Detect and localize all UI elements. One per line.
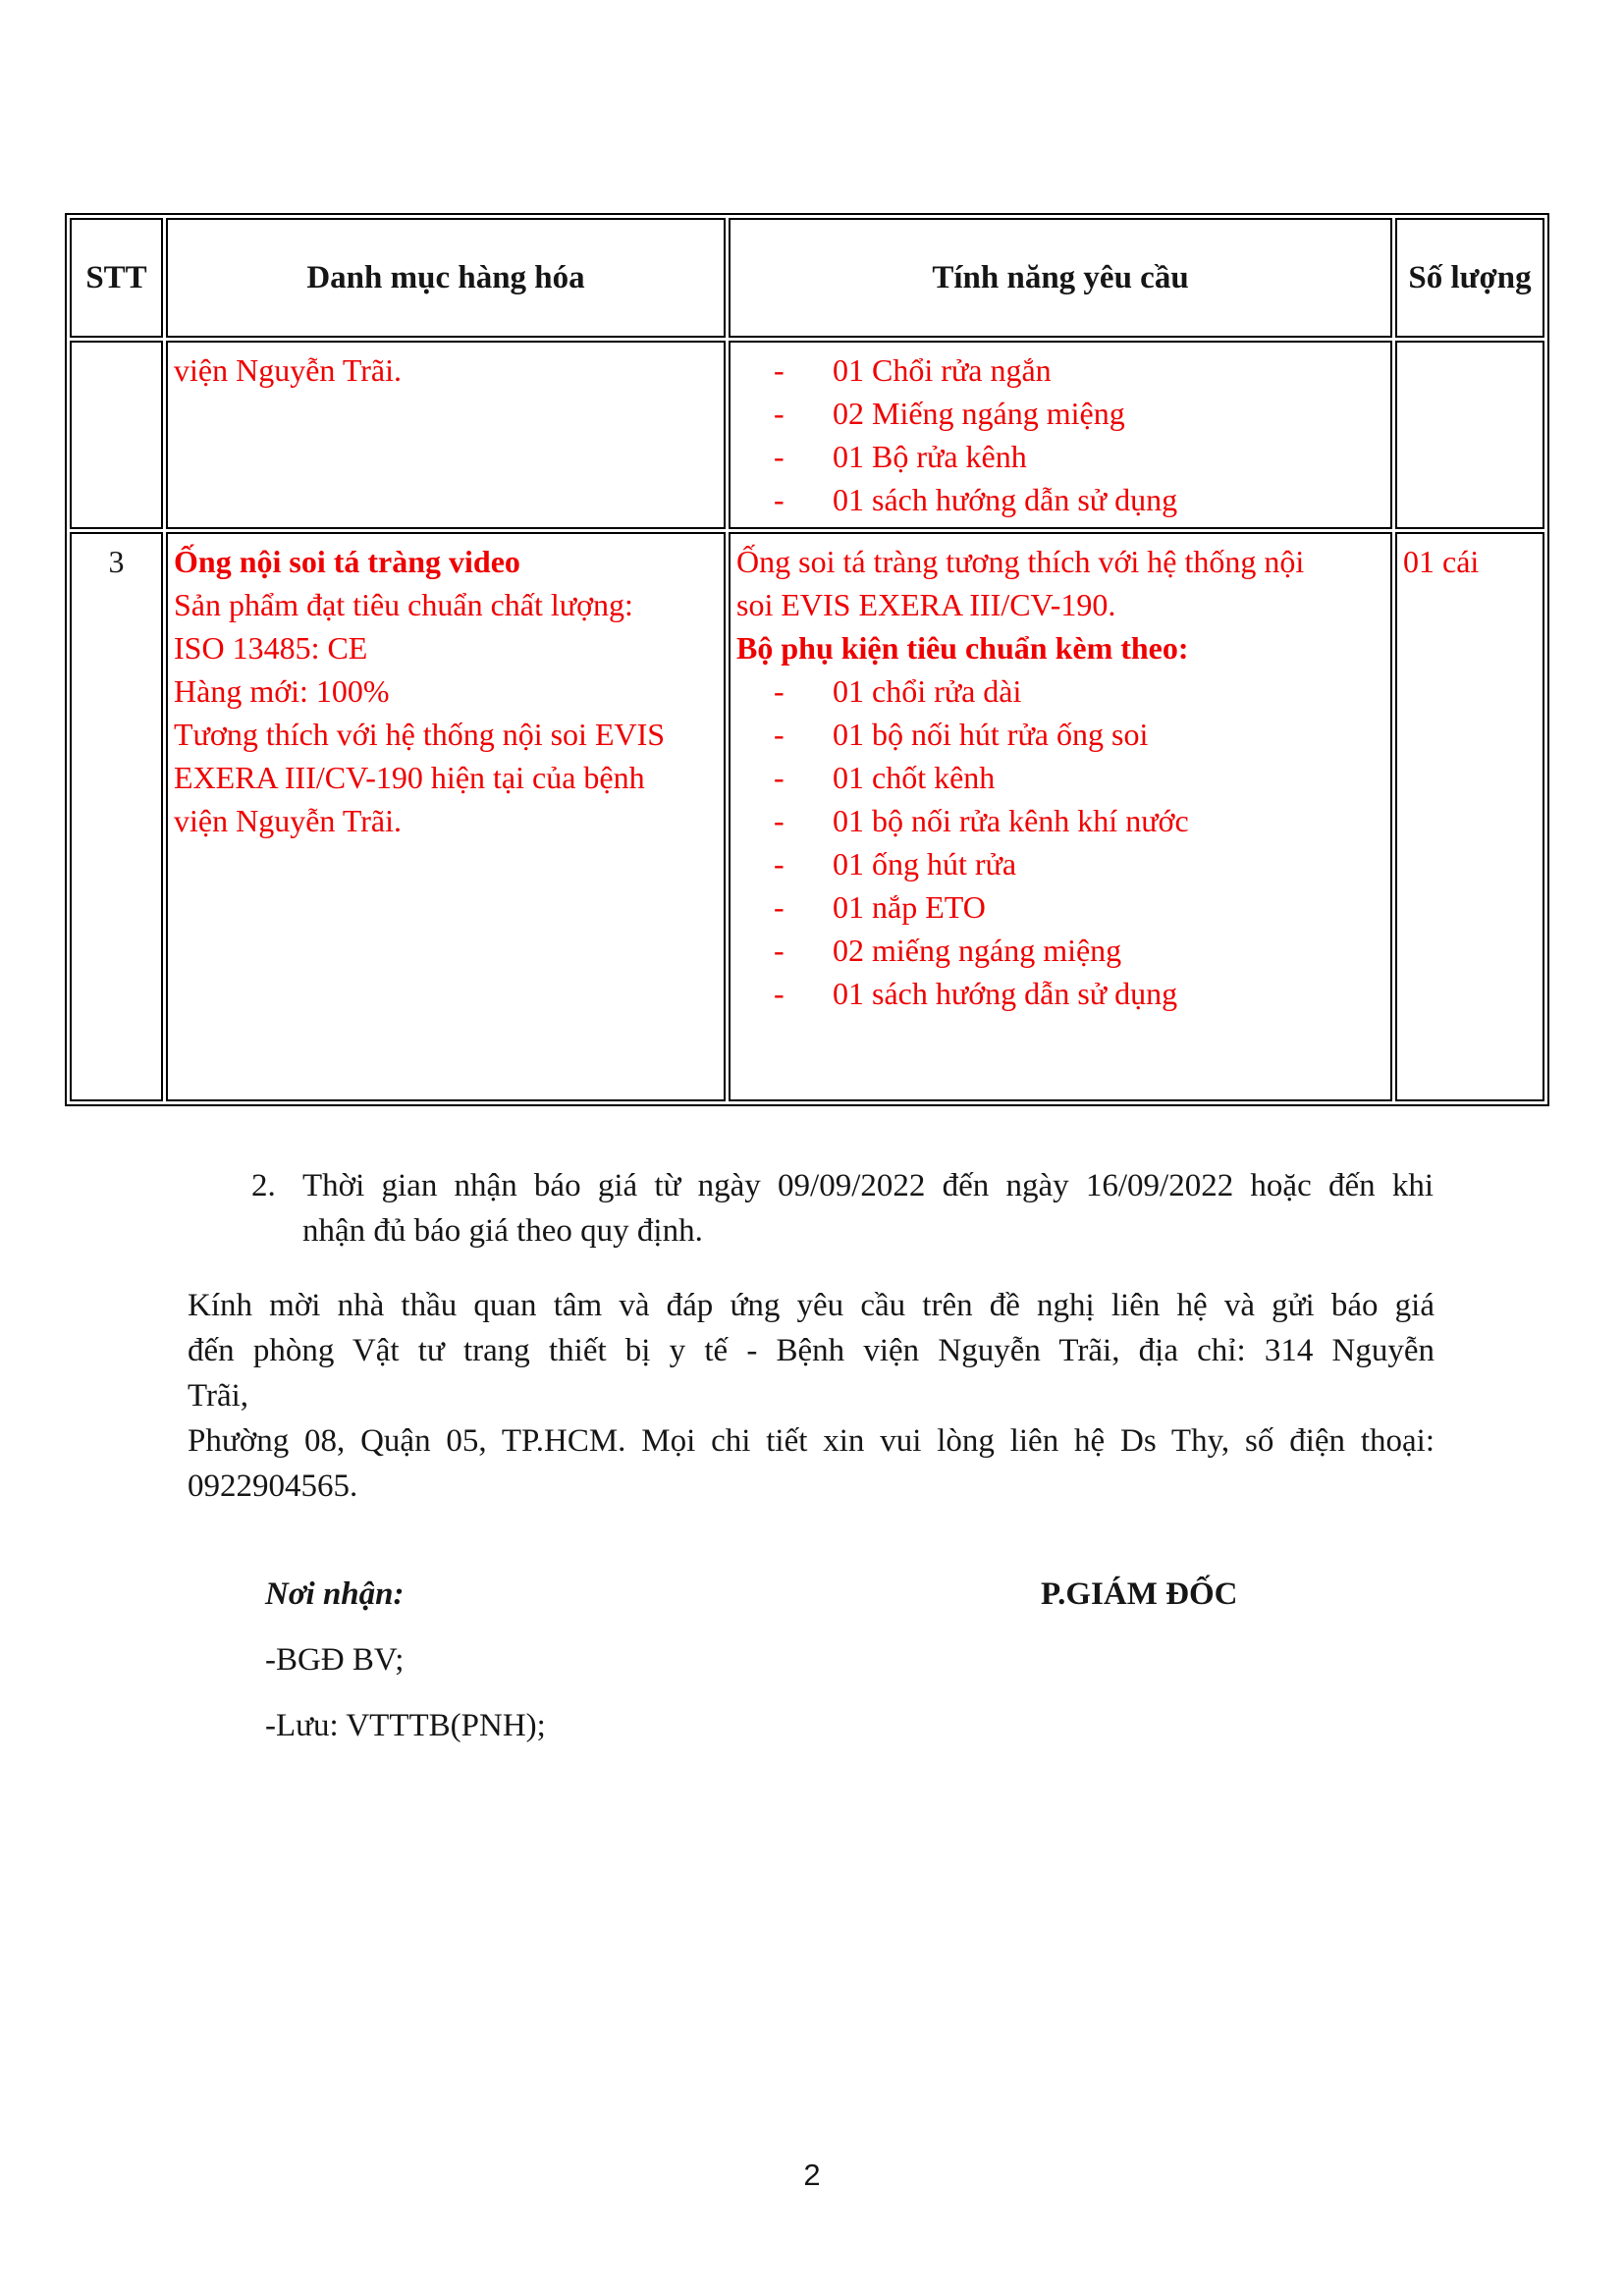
spec-list-item: [736, 669, 1384, 713]
document-footer: [265, 1572, 1624, 1769]
item-desc-line: viện Nguyễn Trãi.: [174, 803, 402, 838]
dash-marker: -: [774, 803, 785, 838]
paragraph-line: Phường 08, Quận 05, TP.HCM. Mọi chi tiết xin vui lòng liên hệ Ds Thy, số điện thoại:: [188, 1423, 1435, 1459]
signature-title: P.GIÁM ĐỐC: [1041, 1576, 1238, 1612]
dash-marker: -: [774, 846, 785, 881]
dash-marker: -: [774, 760, 785, 795]
spec-list-text: 01 chốt kênh: [833, 760, 996, 795]
dash-marker: -: [774, 673, 785, 709]
spec-list-item: [736, 756, 1384, 799]
recipient-line: -Lưu: VTTTB(PNH);: [265, 1708, 546, 1743]
spec-line: Ống soi tá tràng tương thích với hệ thống nội: [736, 544, 1305, 579]
col-header-so-luong: Số lượng: [1395, 218, 1544, 338]
product-spec-table: [65, 213, 1549, 1106]
spec-list-item: [736, 392, 1384, 435]
paragraph-line: đến phòng Vật tư trang thiết bị y tế - Bệnh viện Nguyễn Trãi, địa chỉ: 314 Nguyễn: [188, 1333, 1435, 1368]
cell-so-luong: 01 cái: [1395, 532, 1544, 1101]
dash-marker: -: [774, 396, 785, 431]
cell-danh-muc: [166, 532, 726, 1101]
cell-stt: [70, 341, 163, 529]
spec-list-text: 01 sách hướng dẫn sử dụng: [833, 976, 1178, 1011]
spec-subtitle: Bộ phụ kiện tiêu chuẩn kèm theo:: [736, 630, 1189, 666]
item-number: 2.: [251, 1168, 276, 1203]
col-header-stt: STT: [70, 218, 163, 338]
spec-list-text: 01 sách hướng dẫn sử dụng: [833, 482, 1178, 517]
cell-tinh-nang: [729, 341, 1392, 529]
item-text-line: nhận đủ báo giá theo quy định.: [302, 1213, 703, 1249]
paragraph-line: Kính mời nhà thầu quan tâm và đáp ứng yêu cầu trên đề nghị liên hệ và gửi báo giá: [188, 1288, 1435, 1323]
item-desc-line: Hàng mới: 100%: [174, 673, 390, 709]
cell-stt: 3: [70, 532, 163, 1101]
cell-so-luong: [1395, 341, 1544, 529]
page-number: 2: [803, 2158, 821, 2192]
dash-marker: -: [774, 717, 785, 752]
spec-list-text: 01 Chổi rửa ngắn: [833, 352, 1052, 388]
item-text: [302, 1163, 1434, 1254]
spec-list-item: [736, 348, 1384, 392]
spec-list-item: [736, 972, 1384, 1015]
dash-marker: -: [774, 439, 785, 474]
spec-list-text: 01 bộ nối rửa kênh khí nước: [833, 803, 1189, 838]
table-row-continuation: [70, 341, 1544, 529]
spec-list-item: [736, 435, 1384, 478]
dash-marker: -: [774, 352, 785, 388]
item-desc-line: ISO 13485: CE: [174, 630, 368, 666]
item-desc-line: Sản phẩm đạt tiêu chuẩn chất lượng:: [174, 587, 633, 622]
col-header-tinh-nang: Tính năng yêu cầu: [729, 218, 1392, 338]
spec-list-text: 02 Miếng ngáng miệng: [833, 396, 1125, 431]
recipient-line: -BGĐ BV;: [265, 1642, 405, 1678]
item-desc-line: Tương thích với hệ thống nội soi EVIS: [174, 717, 666, 752]
item-desc-line: EXERA III/CV-190 hiện tại của bệnh: [174, 760, 645, 795]
dash-marker: -: [774, 933, 785, 968]
spec-list-item: [736, 799, 1384, 842]
item-name-line: viện Nguyễn Trãi.: [174, 352, 402, 388]
spec-list-item: [736, 713, 1384, 756]
table-header-row: [70, 218, 1544, 338]
dash-marker: -: [774, 889, 785, 925]
col-header-danh-muc: Danh mục hàng hóa: [166, 218, 726, 338]
spec-list-text: 01 nắp ETO: [833, 889, 986, 925]
recipients-block: [265, 1572, 1041, 1769]
paragraph-line: 0922904565.: [188, 1468, 358, 1504]
item-text-line: Thời gian nhận báo giá từ ngày 09/09/2022 đến ngày 16/09/2022 hoặc đến khi: [302, 1168, 1434, 1203]
spec-list-text: 01 bộ nối hút rửa ống soi: [833, 717, 1149, 752]
spec-line: soi EVIS EXERA III/CV-190.: [736, 587, 1116, 622]
spec-list-item: [736, 478, 1384, 521]
spec-list-text: 01 ống hút rửa: [833, 846, 1017, 881]
spec-list-text: 02 miếng ngáng miệng: [833, 933, 1122, 968]
cell-danh-muc: [166, 341, 726, 529]
dash-marker: -: [774, 976, 785, 1011]
spec-list-text: 01 chổi rửa dài: [833, 673, 1022, 709]
invitation-paragraph: [188, 1283, 1435, 1509]
recipients-heading: Nơi nhận:: [265, 1576, 405, 1612]
table-row-item-3: [70, 532, 1544, 1101]
item-title: Ống nội soi tá tràng video: [174, 544, 520, 579]
numbered-item-2: [251, 1163, 1624, 1254]
spec-list-item: [736, 885, 1384, 929]
spec-list-text: 01 Bộ rửa kênh: [833, 439, 1027, 474]
spec-list-item: [736, 842, 1384, 885]
dash-marker: -: [774, 482, 785, 517]
paragraph-line: Trãi,: [188, 1378, 249, 1414]
cell-tinh-nang: [729, 532, 1392, 1101]
spec-list-item: [736, 929, 1384, 972]
